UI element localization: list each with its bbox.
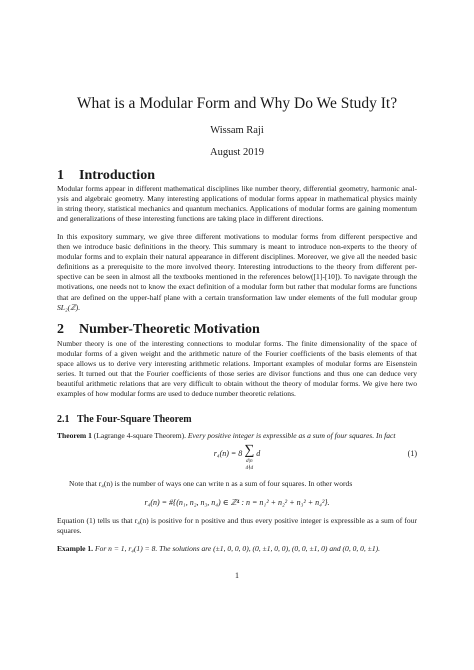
page-number: 1 xyxy=(235,571,239,580)
eq1-rhs: d xyxy=(256,449,261,458)
section-title: Introduction xyxy=(79,168,155,183)
text-line: and generalizations of these interesting functions are taking place in different directions. xyxy=(57,214,324,224)
section-heading-number-theoretic xyxy=(57,321,417,339)
text-line: In this expository summary, we give three different motivations to modular forms from different perspective and xyxy=(57,232,417,241)
text-line: ysis and algebraic geometry. Many interesting applications of modular forms appear in mathematical physics mainly xyxy=(57,194,417,204)
equation-1 xyxy=(57,444,417,472)
note-paragraph xyxy=(57,479,429,489)
summation-symbol xyxy=(244,444,254,472)
text-line: squares. xyxy=(57,526,82,536)
section-number: 1 xyxy=(57,168,64,183)
intro-paragraph-2 xyxy=(57,232,417,313)
text-line: beautiful arithmetic relations that are very difficult to obtain without the theory of modular forms. We give here two xyxy=(57,379,417,389)
text-line: definitions as a prerequisite to the more involved theory. Interesting introductions to the theory from different per- xyxy=(57,262,417,272)
text-line: motivations, one needs not to know the exact definition of a modular form but rather that modular forms are functions xyxy=(57,282,417,292)
section-title: Number-Theoretic Motivation xyxy=(79,322,260,337)
author-name: Wissam Raji xyxy=(210,125,264,136)
section-heading-introduction xyxy=(57,167,417,185)
sum-condition-2: 4∤d xyxy=(245,465,254,471)
text-line: in string theory, statistical mechanics and quantum mechanics. Applications of modular forms are gaining momentum xyxy=(57,204,417,214)
subsection-heading-four-square xyxy=(57,413,417,426)
intro-paragraph-1 xyxy=(57,184,417,224)
paper-title: What is a Modular Form and Why Do We Study It? xyxy=(76,95,398,112)
text-line: Modular forms appear in different mathematical disciplines like number theory, differential geometry, harmonic anal- xyxy=(57,184,417,193)
sigma-glyph: ∑ xyxy=(244,443,255,458)
text-line: spective can be seen in almost all the textbooks mentioned in the references below([1]-[10]). To navigate through the xyxy=(57,272,417,282)
equation-number: (1) xyxy=(407,449,417,458)
section-number: 2 xyxy=(57,322,64,337)
subsection-title: The Four-Square Theorem xyxy=(77,414,192,425)
example-label: Example 1. xyxy=(57,544,94,553)
text-line: Number theory is one of the interesting connections to modular forms. The finite dimensionality of the space of xyxy=(57,339,417,348)
theorem-label: Theorem 1 xyxy=(57,431,92,440)
text-line: space allows us to derive very interesting arithmetic relations. Important examples of modular forms are Eisenstein xyxy=(57,359,417,369)
theorem-text: Every positive integer is expressible as a sum of four squares. In fact xyxy=(187,431,396,440)
equation-remark xyxy=(57,516,417,536)
text-line: examples of how modular forms are used to deduce number theoretic relations. xyxy=(57,389,296,399)
paper-date: August 2019 xyxy=(210,147,264,158)
theorem-name: (Lagrange 4-square Theorem). xyxy=(93,431,187,440)
equation-2: r₄(n) = #{(n₁, n₂, n₃, n₄) ∈ ℤ⁴ : n = n₁² + n₂² + n₃² + n₄²}. xyxy=(144,498,330,507)
text-line: that are defined on the upper-half plane with a certain transformation law under elements of the full modular group xyxy=(57,292,417,302)
subsection-number: 2.1 xyxy=(57,414,70,425)
text-line: SL₂(ℤ). xyxy=(57,302,81,312)
text-line: modular forms of a given weight and the arithmetic nature of the Fourier coefficients of the basis elements of that xyxy=(57,349,417,359)
text-line: Equation (1) tells us that r₄(n) is positive for n positive and thus every positive integer is expressible as a sum of four xyxy=(57,516,417,525)
example-text: For n = 1, r₄(1) = 8. The solutions are (±1, 0, 0, 0), (0, ±1, 0, 0), (0, 0, ±1, 0) and (0, 0, 0, ±1). xyxy=(94,544,380,553)
eq1-lhs: r₄(n) = 8 xyxy=(213,449,243,458)
sum-condition-1: d|n xyxy=(245,458,253,464)
text-line: modular forms and to explain their natural appearance in different disciplines. Moreover, we give all the needed basic xyxy=(57,252,417,262)
theorem-statement xyxy=(57,431,417,441)
text-line: series. It turned out that the Fourier coefficients of those series are divisor functions and thus one can deduce very xyxy=(57,369,417,379)
example-statement xyxy=(57,544,417,554)
text-line: then we introduce basic definitions in the theory. This summary is meant to introduce non-experts to the theory of xyxy=(57,242,417,252)
text-line: Note that r₄(n) is the number of ways one can write n as a sum of four squares. In other words xyxy=(69,479,353,488)
motivation-paragraph xyxy=(57,339,417,400)
